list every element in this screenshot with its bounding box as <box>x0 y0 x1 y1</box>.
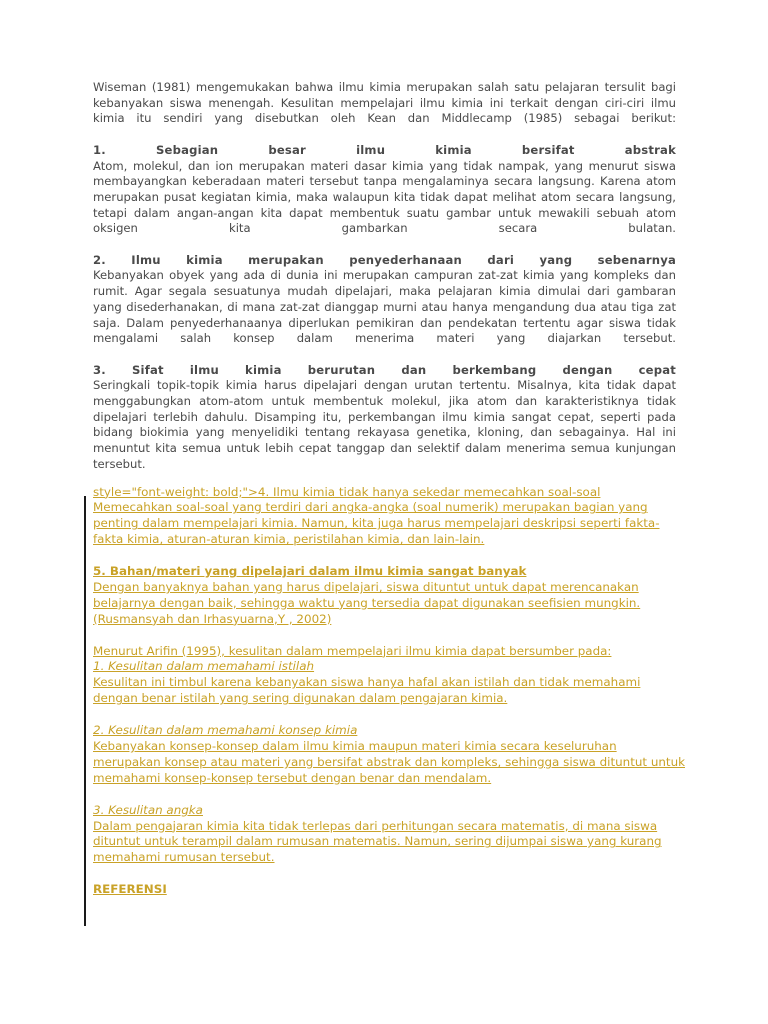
arifin-block[interactable] <box>93 644 676 708</box>
section-1-line: tetapi dalam angan-angan kita dapat membentuk suatu gambar untuk mewakili sebuah atom <box>93 205 676 220</box>
document-page <box>93 80 685 898</box>
section-2-line: mengalami salah konsep dalam menerima materi yang diajarkan tersebut. <box>93 331 676 346</box>
item-1-title[interactable]: 1. Kesulitan dalam memahami istilah <box>93 659 315 674</box>
section-3-line: menggabungkan atom-atom untuk membentuk molekul, jika atom dan karakteristiknya tidak <box>93 394 676 409</box>
section-2-line: yang disederhanakan, di mana zat-zat dianggap murni atau hanya mengandung dua atau tiga zat <box>93 299 676 314</box>
item-3-line[interactable]: memahami rumusan tersebut. <box>93 850 275 865</box>
section-3-line: menuntut kita semua untuk lebih cepat tanggap dan selektif dalam menerima semua kunjungan <box>93 441 676 456</box>
section-4-line[interactable]: penting dalam mempelajari kimia. Namun, kita juga harus mempelajari deskripsi seperti fakta- <box>93 516 660 531</box>
section-1 <box>93 143 676 237</box>
item-3-line[interactable]: Dalam pengajaran kimia kita tidak terlepas dari perhitungan secara matematis, di mana siswa <box>93 818 658 833</box>
intro-line: kimia itu sendiri yang disebutkan oleh Kean dan Middlecamp (1985) sebagai berikut: <box>93 111 676 126</box>
section-2-heading: 2. Ilmu kimia merupakan penyederhanaan dari yang sebenarnya <box>93 252 676 267</box>
section-1-line: membayangkan keberadaan materi tersebut tanpa mengalaminya secara langsung. Karena atom <box>93 174 676 189</box>
section-1-line: oksigen kita gambarkan secara bulatan. <box>93 221 676 236</box>
section-5-line[interactable]: belajarnya dengan baik, sehingga waktu yang tersedia dapat digunakan seefisien mungkin. <box>93 595 641 610</box>
item-2-line[interactable]: merupakan konsep atau materi yang bersifat abstrak dan kompleks, sehingga siswa dituntut untuk <box>93 754 685 769</box>
section-2 <box>93 253 676 347</box>
section-4-line[interactable]: Memecahkan soal-soal yang terdiri dari angka-angka (soal numerik) merupakan bagian yang <box>93 500 648 515</box>
item-2-title[interactable]: 2. Kesulitan dalam memahami konsep kimia <box>93 723 358 738</box>
item-1-line[interactable]: dengan benar istilah yang sering digunakan dalam pengajaran kimia. <box>93 691 508 706</box>
section-4-link[interactable] <box>93 485 676 549</box>
section-4-line[interactable]: fakta kimia, aturan-aturan kimia, peristilahan kimia, dan lain-lain. <box>93 532 485 547</box>
item-2-line[interactable]: memahami konsep-konsep tersebut dengan benar dan mendalam. <box>93 770 492 785</box>
section-1-heading: 1. Sebagian besar ilmu kimia bersifat abstrak <box>93 142 676 157</box>
item-1-line[interactable]: Kesulitan ini timbul karena kebanyakan siswa hanya hafal akan istilah dan tidak memahami <box>93 675 641 690</box>
section-5-line[interactable]: (Rusmansyah dan Irhasyuarna,Y , 2002) <box>93 611 332 626</box>
item-2-line[interactable]: Kebanyakan konsep-konsep dalam ilmu kimia maupun materi kimia secara keseluruhan <box>93 738 617 753</box>
section-4-line[interactable]: style="font-weight: bold;">4. Ilmu kimia tidak hanya sekedar memecahkan soal-soal <box>93 484 601 499</box>
section-2-line: Kebanyakan obyek yang ada di dunia ini merupakan campuran zat-zat kimia yang kompleks dan <box>93 268 676 283</box>
section-5-heading[interactable]: 5. Bahan/materi yang dipelajari dalam ilmu kimia sangat banyak <box>93 564 527 579</box>
section-3-line: tersebut. <box>93 456 146 471</box>
item-2-block[interactable] <box>93 723 685 787</box>
section-3-heading: 3. Sifat ilmu kimia berurutan dan berkembang dengan cepat <box>93 362 676 377</box>
section-5-line[interactable]: Dengan banyaknya bahan yang harus dipelajari, siswa dituntut untuk dapat merencanakan <box>93 579 639 594</box>
section-3 <box>93 363 676 473</box>
referensi-link[interactable]: REFERENSI <box>93 882 167 897</box>
intro-paragraph <box>93 80 676 127</box>
referensi-block[interactable] <box>93 882 676 898</box>
section-1-line: merupakan pusat kegiatan kimia, maka walaupun kita tidak dapat melihat atom secara langsung, <box>93 189 676 204</box>
section-3-line: bidang biokimia yang menyelidiki tentang rekayasa genetika, kloning, dan sebagainya. Hal ini <box>93 425 676 440</box>
left-vertical-rule <box>84 496 86 926</box>
arifin-intro[interactable]: Menurut Arifin (1995), kesulitan dalam mempelajari ilmu kimia dapat bersumber pada: <box>93 643 612 658</box>
item-3-title[interactable]: 3. Kesulitan angka <box>93 802 203 817</box>
intro-line: kebanyakan siswa menengah. Kesulitan mempelajari ilmu kimia ini terkait dengan ciri-ciri ilmu <box>93 95 676 110</box>
item-3-block[interactable] <box>93 803 676 867</box>
section-3-line: dipelajari terlebih dahulu. Disamping itu, perkembangan ilmu kimia sangat cepat, seperti pada <box>93 409 676 424</box>
item-3-line[interactable]: dituntut untuk terampil dalam rumusan matematis. Namun, sering dijumpai siswa yang kurang <box>93 834 662 849</box>
intro-line: Wiseman (1981) mengemukakan bahwa ilmu kimia merupakan salah satu pelajaran tersulit bagi <box>93 80 676 94</box>
section-1-line: Atom, molekul, dan ion merupakan materi dasar kimia yang tidak nampak, yang menurut siswa <box>93 158 676 173</box>
section-5-link[interactable] <box>93 564 676 628</box>
section-2-line: saja. Dalam penyederhanaanya diperlukan pemikiran dan pendekatan tertentu agar siswa tidak <box>93 315 676 330</box>
section-2-line: rumit. Agar segala sesuatunya mudah dipelajari, maka pelajaran kimia dimulai dari gambaran <box>93 284 676 299</box>
section-3-line: Seringkali topik-topik kimia harus dipelajari dengan urutan tertentu. Misalnya, kita tidak dapat <box>93 378 676 393</box>
